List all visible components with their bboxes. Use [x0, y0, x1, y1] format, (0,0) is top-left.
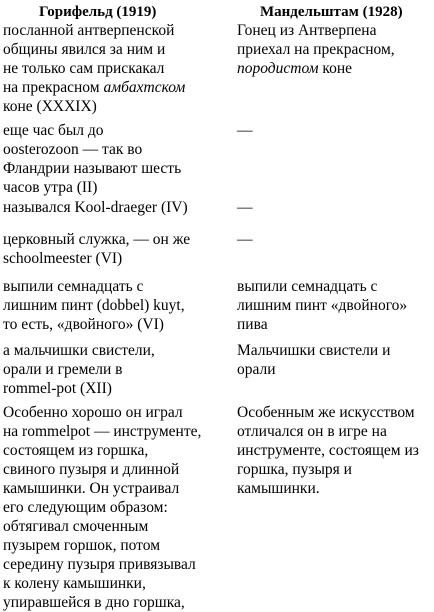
row-2-right-cell: —	[237, 122, 253, 139]
row-6-left-cell: а мальчишки свистели, орали и гремели в rommel-pot (XII)	[3, 342, 155, 397]
row-2-left-cell: еще час был до oosterozoon — так во Фландрии называют шесть часов утра (II)	[3, 122, 182, 196]
column-header-gorifeld: Горифельд (1919)	[39, 4, 157, 20]
row-1-right-cell	[237, 21, 434, 78]
row-6-right-cell: Мальчишки свистели и орали	[237, 342, 391, 378]
row-4-left-cell: церковный служка, — он же schoolmeester (VI)	[3, 231, 191, 267]
row-5-left-cell: выпили семнадцать с лишним пинт (dobbel) kuyt, то есть, «двойного» (VI)	[3, 278, 185, 333]
row-7-right-cell: Особенным же искусством отличался он в игре на инструменте, состоящем из горшка, пузыря и камышинки.	[237, 404, 419, 497]
row-4-right-cell: —	[237, 231, 253, 248]
row-3-right-cell: —	[237, 199, 253, 216]
row-1-left-text-end: коне (XXXIX)	[3, 98, 97, 115]
row-3-left-cell: назывался Kool-draeger (IV)	[3, 199, 188, 216]
row-1-right-text-end: коне	[318, 60, 353, 77]
row-1-left-cell	[3, 21, 225, 116]
row-1-right-emphasis: породистом	[237, 60, 319, 77]
row-1-right-text: Гонец из Антверпена приехал на прекрасном,	[237, 22, 395, 58]
row-7-left-cell: Особенно хорошо он играл на rommelpot — инструменте, состоящем из горшка, свиного пузыря и длинной камышинки. Он устраивал его следующим образом: обтягивал смоченным пузырем горшок, потом середину пузыря привязывал к колену камышинки, упиравшейся в дно горшка,	[3, 404, 202, 611]
row-5-right-cell: выпили семнадцать с лишним пинт «двойного» пива	[237, 278, 408, 333]
row-1-left-emphasis: амбахтском	[103, 79, 186, 96]
row-1-left-text: посланной антверпенской общины явился за ним и не только сам прискакал на прекрасном	[3, 22, 175, 96]
column-header-mandelstam: Мандельштам (1928)	[260, 4, 403, 20]
